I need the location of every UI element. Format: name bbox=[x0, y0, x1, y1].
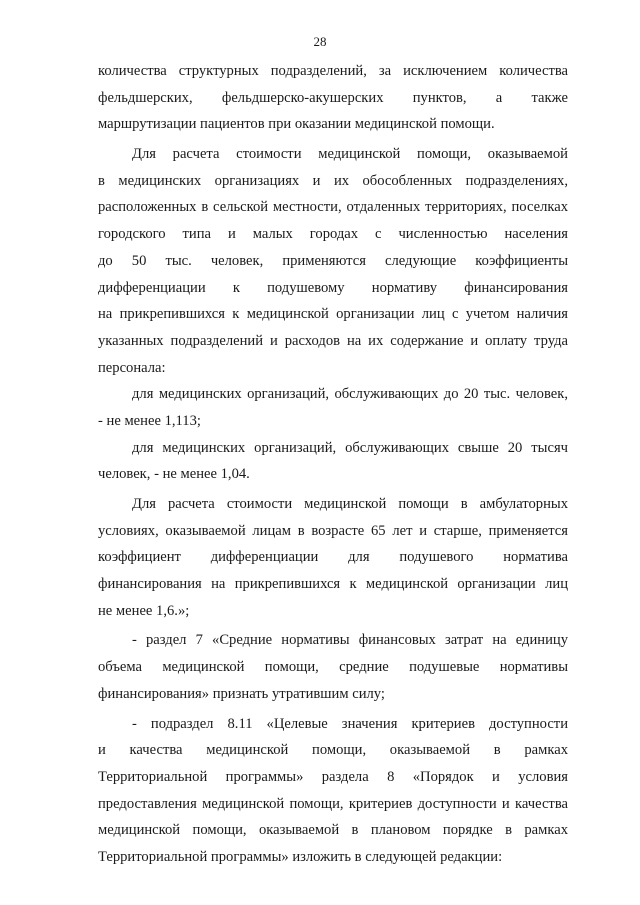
text-line: условиях, оказываемой лицам в возрасте 65 лет и старше, применяется bbox=[98, 522, 568, 539]
text-line: персонала: bbox=[98, 359, 166, 376]
text-line: коэффициент дифференциации для подушевого норматива bbox=[98, 549, 568, 566]
text-line: маршрутизации пациентов при оказании медицинской помощи. bbox=[98, 116, 495, 133]
text-line: до 50 тыс. человек, применяются следующие коэффициенты bbox=[98, 252, 568, 269]
page-number: 28 bbox=[313, 34, 327, 49]
text-line: для медицинских организаций, обслуживающих до 20 тыс. человек, bbox=[132, 386, 568, 403]
text-line: медицинской помощи, оказываемой в плановом порядке в рамках bbox=[98, 822, 568, 839]
text-line: не менее 1,6.»; bbox=[98, 602, 190, 619]
text-line: и качества медицинской помощи, оказываемой в рамках bbox=[98, 742, 568, 759]
text-line: Для расчета стоимости медицинской помощи, оказываемой bbox=[132, 146, 568, 163]
paragraph bbox=[98, 381, 568, 434]
text-line: количества структурных подразделений, за исключением количества bbox=[98, 63, 568, 79]
paragraph bbox=[98, 711, 568, 871]
paragraph bbox=[98, 627, 568, 707]
text-line: - не менее 1,113; bbox=[98, 412, 201, 429]
text-line: финансирования» признать утратившим силу; bbox=[98, 685, 385, 702]
paragraph bbox=[98, 58, 568, 138]
text-line: для медицинских организаций, обслуживающих свыше 20 тысяч bbox=[132, 439, 568, 456]
paragraph bbox=[98, 435, 568, 488]
document-body bbox=[98, 58, 568, 871]
text-line: человек, - не менее 1,04. bbox=[98, 466, 250, 483]
text-line: дифференциации к подушевому нормативу финансирования bbox=[98, 279, 568, 296]
text-line: расположенных в сельской местности, отдаленных территориях, поселках bbox=[98, 199, 568, 216]
paragraph bbox=[98, 491, 568, 624]
text-line: в медицинских организациях и их обособленных подразделениях, bbox=[98, 172, 568, 189]
text-line: Для расчета стоимости медицинской помощи в амбулаторных bbox=[132, 496, 568, 512]
text-line: фельдшерских, фельдшерско-акушерских пунктов, а также bbox=[98, 89, 568, 106]
paragraph bbox=[98, 141, 568, 381]
text-line: - раздел 7 «Средние нормативы финансовых затрат на единицу bbox=[132, 632, 568, 649]
text-line: городского типа и малых городах с численностью населения bbox=[98, 226, 568, 243]
text-line: указанных подразделений и расходов на их содержание и оплату труда bbox=[98, 332, 568, 349]
text-line: Территориальной программы» изложить в следующей редакции: bbox=[98, 848, 503, 865]
text-line: - подраздел 8.11 «Целевые значения критериев доступности bbox=[132, 715, 568, 732]
text-line: предоставления медицинской помощи, критериев доступности и качества bbox=[98, 795, 568, 812]
text-line: объема медицинской помощи, средние подушевые нормативы bbox=[98, 659, 568, 676]
text-line: Территориальной программы» раздела 8 «Порядок и условия bbox=[98, 768, 568, 785]
text-line: финансирования на прикрепившихся к медицинской организации лиц bbox=[98, 576, 568, 593]
text-line: на прикрепившихся к медицинской организации лиц с учетом наличия bbox=[98, 306, 568, 323]
